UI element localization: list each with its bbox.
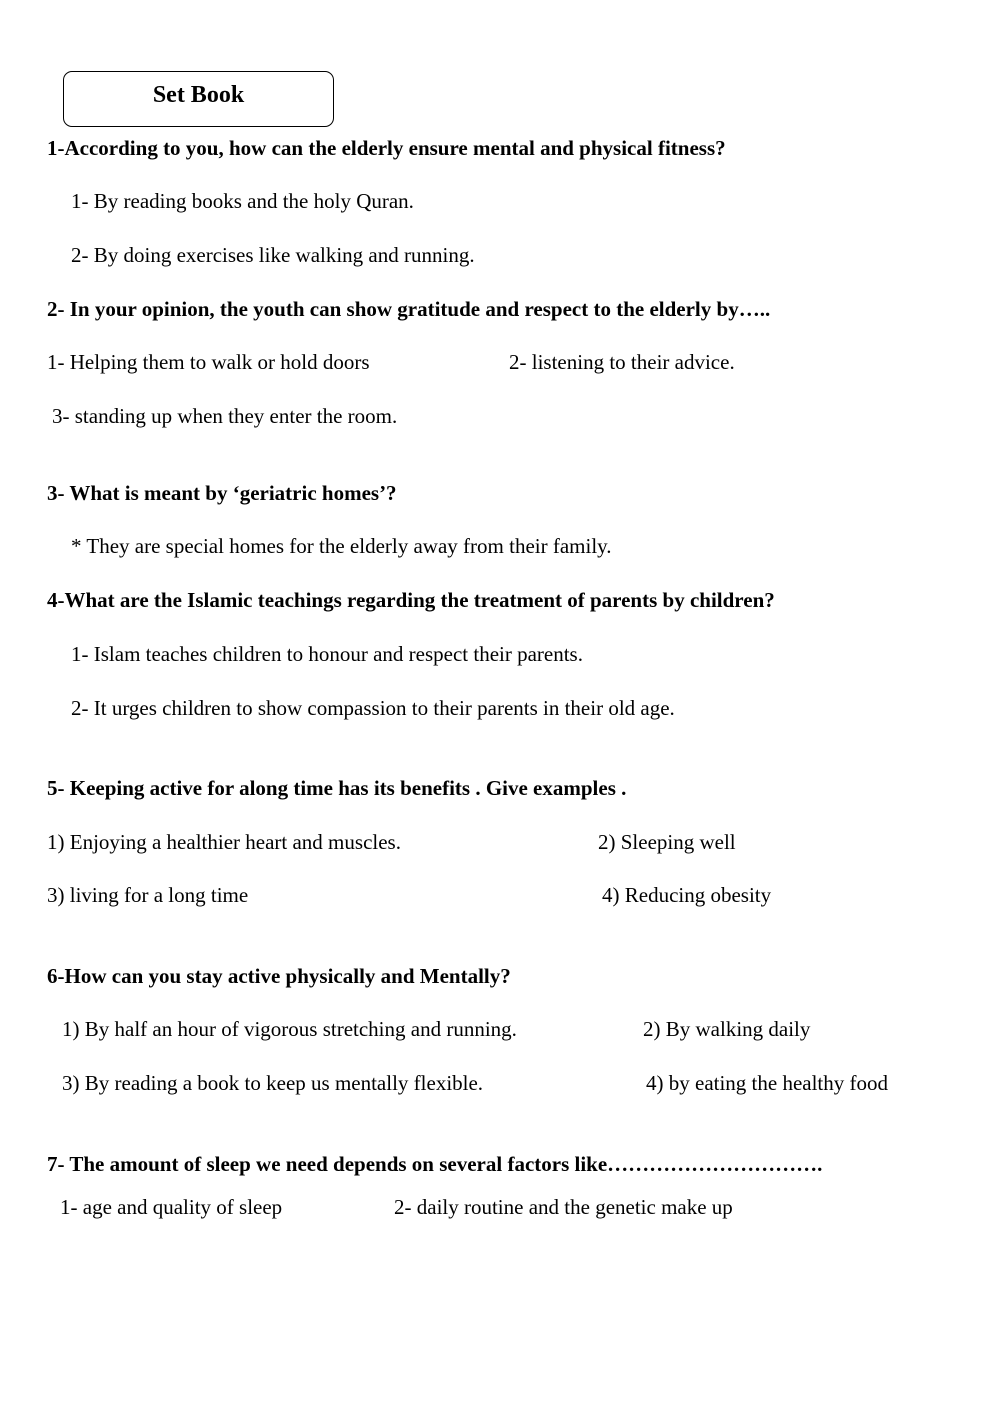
q4-answer-1: 1- Islam teaches children to honour and respect their parents. xyxy=(71,642,583,666)
q2-answer-2: 2- listening to their advice. xyxy=(509,350,735,374)
question-2: 2- In your opinion, the youth can show gratitude and respect to the elderly by….. xyxy=(47,297,771,321)
question-3: 3- What is meant by ‘geriatric homes’? xyxy=(47,481,397,505)
q6-answer-4: 4) by eating the healthy food xyxy=(646,1071,889,1095)
question-7: 7- The amount of sleep we need depends on several factors like…………………………. xyxy=(47,1152,823,1176)
q5-answer-2: 2) Sleeping well xyxy=(598,830,736,854)
q2-answer-1: 1- Helping them to walk or hold doors xyxy=(47,350,370,374)
q5-answer-4: 4) Reducing obesity xyxy=(602,883,772,907)
q6-answer-1: 1) By half an hour of vigorous stretching and running. xyxy=(62,1017,517,1041)
q1-answer-1: 1- By reading books and the holy Quran. xyxy=(71,189,414,213)
q1-answer-2: 2- By doing exercises like walking and running. xyxy=(71,243,475,267)
q4-answer-2: 2- It urges children to show compassion to their parents in their old age. xyxy=(71,696,675,720)
question-4: 4-What are the Islamic teachings regarding the treatment of parents by children? xyxy=(47,588,775,612)
q3-answer-1: * They are special homes for the elderly away from their family. xyxy=(71,534,612,558)
q6-answer-2: 2) By walking daily xyxy=(643,1017,811,1041)
q7-answer-1: 1- age and quality of sleep xyxy=(60,1195,283,1219)
q2-answer-3: 3- standing up when they enter the room. xyxy=(52,404,398,428)
q5-answer-1: 1) Enjoying a healthier heart and muscles. xyxy=(47,830,401,854)
set-book-title: Set Book xyxy=(152,82,245,108)
question-5: 5- Keeping active for along time has its benefits . Give examples . xyxy=(47,776,627,800)
q5-answer-3: 3) living for a long time xyxy=(47,883,249,907)
question-6: 6-How can you stay active physically and Mentally? xyxy=(47,964,511,988)
q7-answer-2: 2- daily routine and the genetic make up xyxy=(394,1195,733,1219)
set-book-box xyxy=(63,71,334,127)
question-1: 1-According to you, how can the elderly ensure mental and physical fitness? xyxy=(47,136,726,160)
q6-answer-3: 3) By reading a book to keep us mentally flexible. xyxy=(62,1071,484,1095)
